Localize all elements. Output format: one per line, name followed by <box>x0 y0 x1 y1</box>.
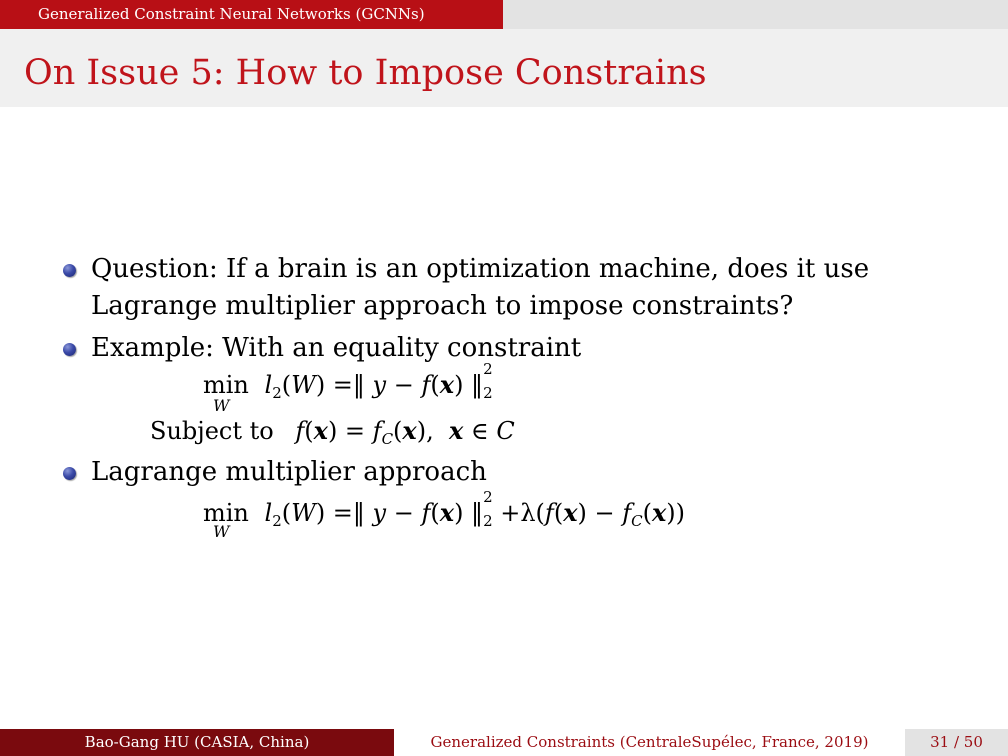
bullet-3-line-1: Lagrange multiplier approach <box>91 457 487 487</box>
min-operator: min <box>203 371 249 399</box>
bullet-1-line-2: Lagrange multiplier approach to impose constraints? <box>91 291 794 321</box>
footer-author: Bao-Gang HU (CASIA, China) <box>0 729 394 756</box>
min-operator: min <box>203 499 249 527</box>
frame-title: On Issue 5: How to Impose Constrains <box>24 53 707 93</box>
bullet-icon <box>63 264 76 277</box>
section-label: Generalized Constraint Neural Networks (GCNNs) <box>38 5 425 23</box>
bullet-1-line-1: Question: If a brain is an optimization machine, does it use <box>91 254 870 284</box>
subject-to-label: Subject to <box>150 417 274 445</box>
bullet-icon <box>63 343 76 356</box>
min-subscript: W <box>213 396 230 415</box>
footer-talk-title: Generalized Constraints (CentraleSupélec, France, 2019) <box>394 729 905 756</box>
bullet-icon <box>63 467 76 480</box>
equation-lagrangian: $\min l_2(W)$ =‖ y − f(x) ‖ 2 $_2 +\lambda(f(x) - f_C(x))$ <box>203 488 686 530</box>
footer-page-number: 31 / 50 <box>905 729 1008 756</box>
bullet-2-line-1: Example: With an equality constraint <box>91 333 582 363</box>
equation-objective: $\min l_2(W)$ =‖ y − f(x) ‖ 2 $_2$ <box>203 360 493 402</box>
min-subscript: W <box>213 522 230 541</box>
equation-constraint: Subject to $f(x) = f_C(x)$, x ∈ C <box>150 416 515 448</box>
